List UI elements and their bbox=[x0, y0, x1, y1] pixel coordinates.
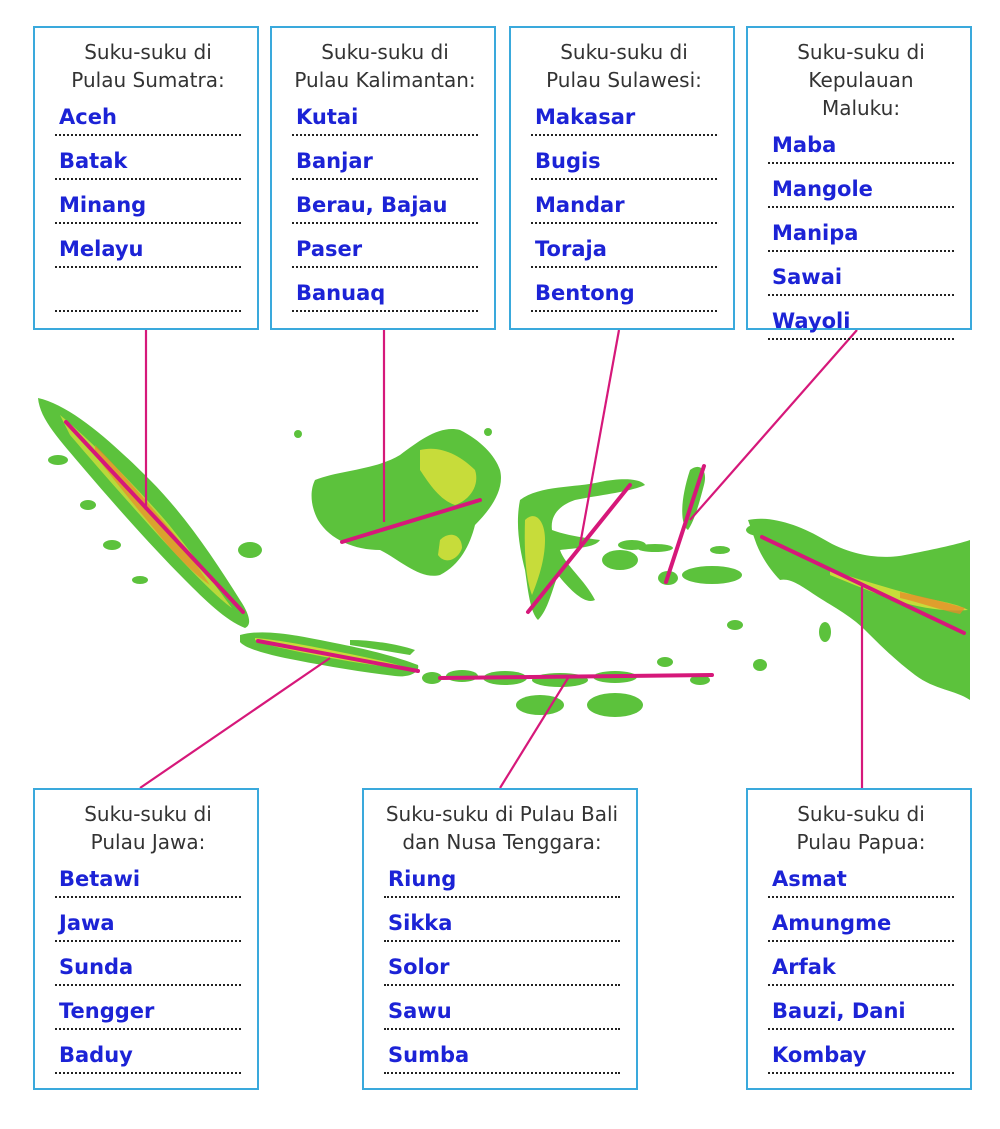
entry-line[interactable]: Riung bbox=[384, 858, 620, 898]
entry-line[interactable]: Kutai bbox=[292, 96, 478, 136]
maluku-leader bbox=[690, 330, 857, 520]
box-maluku bbox=[746, 26, 972, 333]
entry-line[interactable]: Batak bbox=[55, 136, 241, 180]
entry-line[interactable]: Aceh bbox=[55, 96, 241, 136]
entry-line[interactable] bbox=[55, 268, 241, 312]
box-title: Suku-suku di Pulau Jawa: bbox=[84, 802, 212, 854]
box-title: Suku-suku di Pulau Kalimantan: bbox=[294, 40, 476, 92]
entry-line[interactable]: Berau, Bajau bbox=[292, 180, 478, 224]
entry-line[interactable]: Sawai bbox=[768, 252, 954, 296]
entry-line[interactable]: Mangole bbox=[768, 164, 954, 208]
entry-line[interactable]: Toraja bbox=[531, 224, 717, 268]
entry-line[interactable]: Banjar bbox=[292, 136, 478, 180]
box-sumatra bbox=[33, 26, 259, 330]
entry-line[interactable]: Maba bbox=[768, 124, 954, 164]
sulawesi-leader bbox=[580, 330, 619, 545]
entry-line[interactable]: Baduy bbox=[55, 1030, 241, 1074]
entry-line[interactable]: Sumba bbox=[384, 1030, 620, 1074]
entry-line[interactable]: Amungme bbox=[768, 898, 954, 942]
entry-line[interactable]: Sikka bbox=[384, 898, 620, 942]
box-title: Suku-suku di Pulau Sumatra: bbox=[71, 40, 225, 92]
entry-line[interactable]: Bauzi, Dani bbox=[768, 986, 954, 1030]
entry-line[interactable]: Bentong bbox=[531, 268, 717, 312]
box-sulawesi bbox=[509, 26, 735, 330]
entry-line[interactable]: Kombay bbox=[768, 1030, 954, 1074]
entry-line[interactable]: Sawu bbox=[384, 986, 620, 1030]
box-jawa bbox=[33, 788, 259, 1090]
entry-line[interactable]: Solor bbox=[384, 942, 620, 986]
box-papua bbox=[746, 788, 972, 1090]
maluku-axis bbox=[666, 466, 704, 582]
leader-lines bbox=[140, 330, 862, 788]
nusa-tenggara-axis bbox=[440, 675, 712, 678]
jawa-leader bbox=[140, 658, 330, 788]
entry-line[interactable]: Bugis bbox=[531, 136, 717, 180]
entry-line[interactable]: Mandar bbox=[531, 180, 717, 224]
entry-line[interactable]: Arfak bbox=[768, 942, 954, 986]
box-title: Suku-suku di Kepulauan Maluku: bbox=[797, 40, 925, 120]
box-kalimantan bbox=[270, 26, 496, 330]
nusa-tenggara-islands bbox=[422, 657, 710, 717]
entry-line[interactable]: Melayu bbox=[55, 224, 241, 268]
entry-line[interactable]: Paser bbox=[292, 224, 478, 268]
entry-line[interactable]: Asmat bbox=[768, 858, 954, 898]
entry-line[interactable]: Betawi bbox=[55, 858, 241, 898]
entry-line[interactable]: Sunda bbox=[55, 942, 241, 986]
entry-line[interactable]: Manipa bbox=[768, 208, 954, 252]
entry-line[interactable]: Minang bbox=[55, 180, 241, 224]
box-title: Suku-suku di Pulau Sulawesi: bbox=[546, 40, 702, 92]
box-title: Suku-suku di Pulau Bali dan Nusa Tenggara: bbox=[385, 802, 619, 854]
entry-line[interactable]: Banuaq bbox=[292, 268, 478, 312]
box-bali-nusa-tenggara bbox=[362, 788, 638, 1090]
sumatra-axis bbox=[66, 422, 243, 612]
entry-line[interactable]: Jawa bbox=[55, 898, 241, 942]
entry-line[interactable]: Tengger bbox=[55, 986, 241, 1030]
box-title: Suku-suku di Pulau Papua: bbox=[796, 802, 926, 854]
entry-line[interactable]: Wayoli bbox=[768, 296, 954, 340]
nusa-tenggara-leader bbox=[500, 678, 568, 788]
entry-line[interactable]: Makasar bbox=[531, 96, 717, 136]
